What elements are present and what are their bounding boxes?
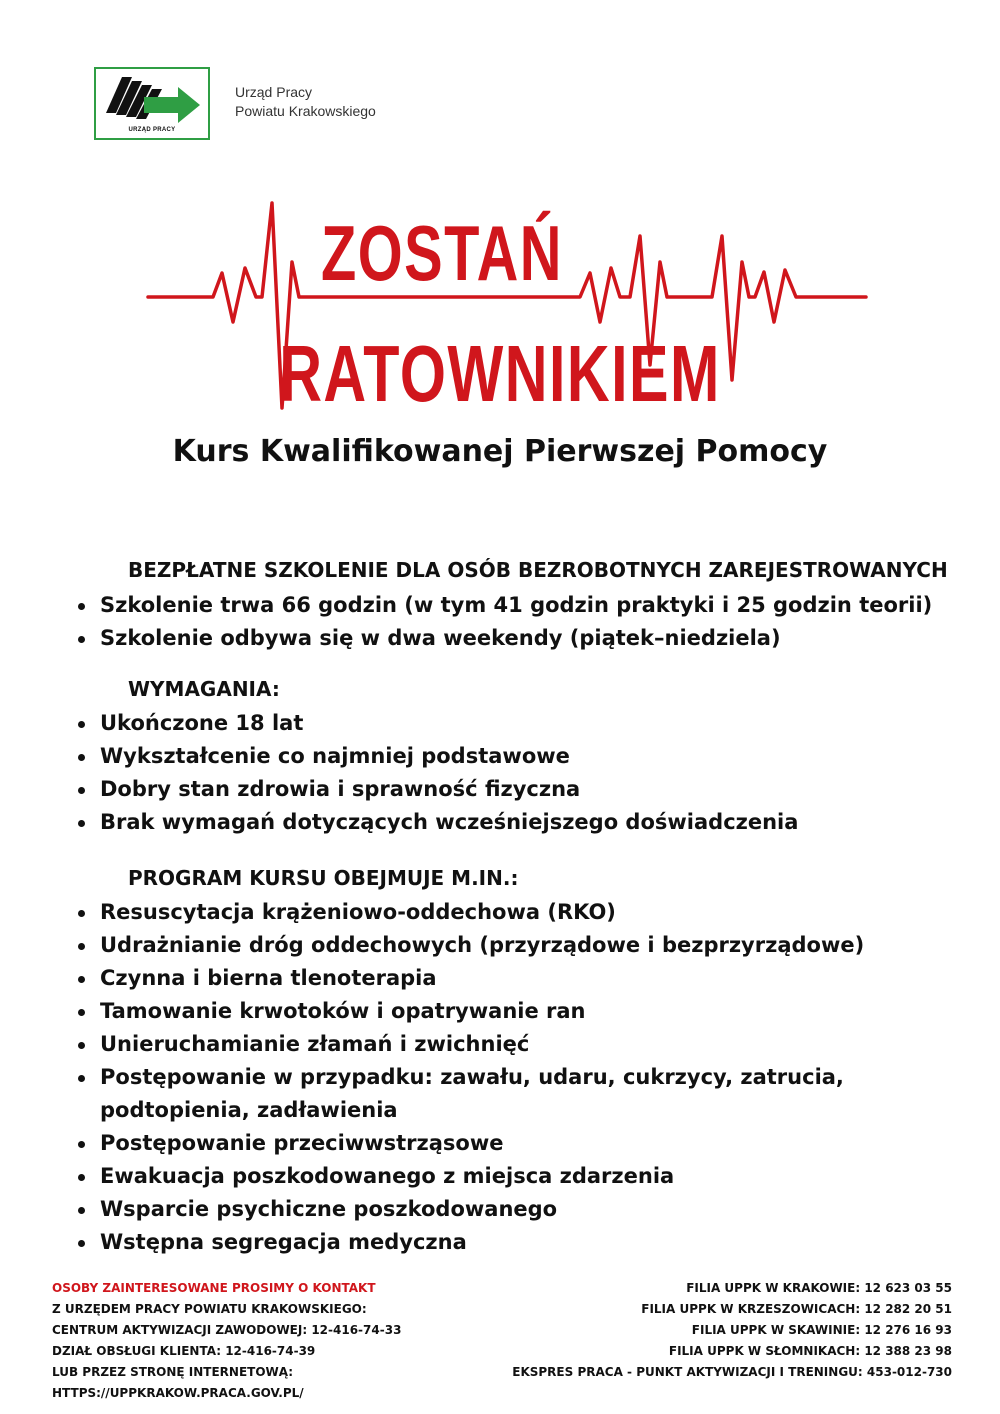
list-item: Wsparcie psychiczne poszkodowanego [78,1193,880,1226]
footer-branch-line: EKSPRES PRACA - PUNKT AKTYWIZACJI I TRENINGU: 453-012-730 [512,1365,952,1379]
list-item: Dobry stan zdrowia i sprawność fizyczna [78,773,798,806]
section-requirements-heading: WYMAGANIA: [128,677,280,701]
footer-contact [52,1278,401,1404]
org-name-line2: Powiatu Krakowskiego [235,103,376,119]
list-item: Tamowanie krwotoków i opatrywanie ran [78,995,880,1028]
footer-contact-line: LUB PRZEZ STRONĘ INTERNETOWĄ: [52,1365,294,1379]
list-item: Unieruchamianie złamań i zwichnięć [78,1028,880,1061]
list-item: Wstępna segregacja medyczna [78,1226,880,1259]
list-item: Ewakuacja poszkodowanego z miejsca zdarzenia [78,1160,880,1193]
footer-contact-line: Z URZĘDEM PRACY POWIATU KRAKOWSKIEGO: [52,1302,367,1316]
list-item: Wykształcenie co najmniej podstawowe [78,740,798,773]
footer-branch-line: FILIA UPPK W KRZESZOWICACH: 12 282 20 51 [641,1302,952,1316]
footer-branch-line: FILIA UPPK W KRAKOWIE: 12 623 03 55 [686,1281,952,1295]
footer-contact-line: DZIAŁ OBSŁUGI KLIENTA: 12-416-74-39 [52,1344,316,1358]
footer-contact-line: CENTRUM AKTYWIZACJI ZAWODOWEJ: 12-416-74-33 [52,1323,402,1337]
logo-caption: URZĄD PRACY [128,127,176,133]
footer-branches [512,1278,952,1383]
footer-contact-heading: OSOBY ZAINTERESOWANE PROSIMY O KONTAKT [52,1281,376,1295]
section-program-list [78,896,880,1259]
section-requirements-list [78,707,798,839]
list-item: Postępowanie w przypadku: zawału, udaru, cukrzycy, zatrucia, podtopienia, zadławienia [78,1061,880,1127]
list-item: Szkolenie odbywa się w dwa weekendy (piątek–niedziela) [78,622,932,655]
list-item: Czynna i bierna tlenoterapia [78,962,880,995]
section-program-heading: PROGRAM KURSU OBEJMUJE M.IN.: [128,866,519,890]
list-item: Brak wymagań dotyczących wcześniejszego doświadczenia [78,806,798,839]
list-item: Szkolenie trwa 66 godzin (w tym 41 godzin praktyki i 25 godzin teorii) [78,589,932,622]
title-line1: ZOSTAŃ [321,209,563,297]
list-item: Ukończone 18 lat [78,707,798,740]
section-free-training-list [78,589,932,655]
org-name-line1: Urząd Pracy [235,84,313,100]
list-item: Postępowanie przeciwwstrząsowe [78,1127,880,1160]
list-item: Udrażnianie dróg oddechowych (przyrządowe i bezprzyrządowe) [78,929,880,962]
footer-branch-line: FILIA UPPK W SKAWINIE: 12 276 16 93 [691,1323,952,1337]
title-line2: RATOWNIKIEM [279,329,721,418]
list-item: Resuscytacja krążeniowo-oddechowa (RKO) [78,896,880,929]
footer-branch-line: FILIA UPPK W SŁOMNIKACH: 12 388 23 98 [668,1344,952,1358]
course-subtitle: Kurs Kwalifikowanej Pierwszej Pomocy [172,434,828,469]
section-free-training-heading: BEZPŁATNE SZKOLENIE DLA OSÓB BEZROBOTNYCH ZAREJESTROWANYCH [128,558,948,582]
footer-website-link[interactable]: HTTPS://UPPKRAKOW.PRACA.GOV.PL/ [52,1386,304,1400]
